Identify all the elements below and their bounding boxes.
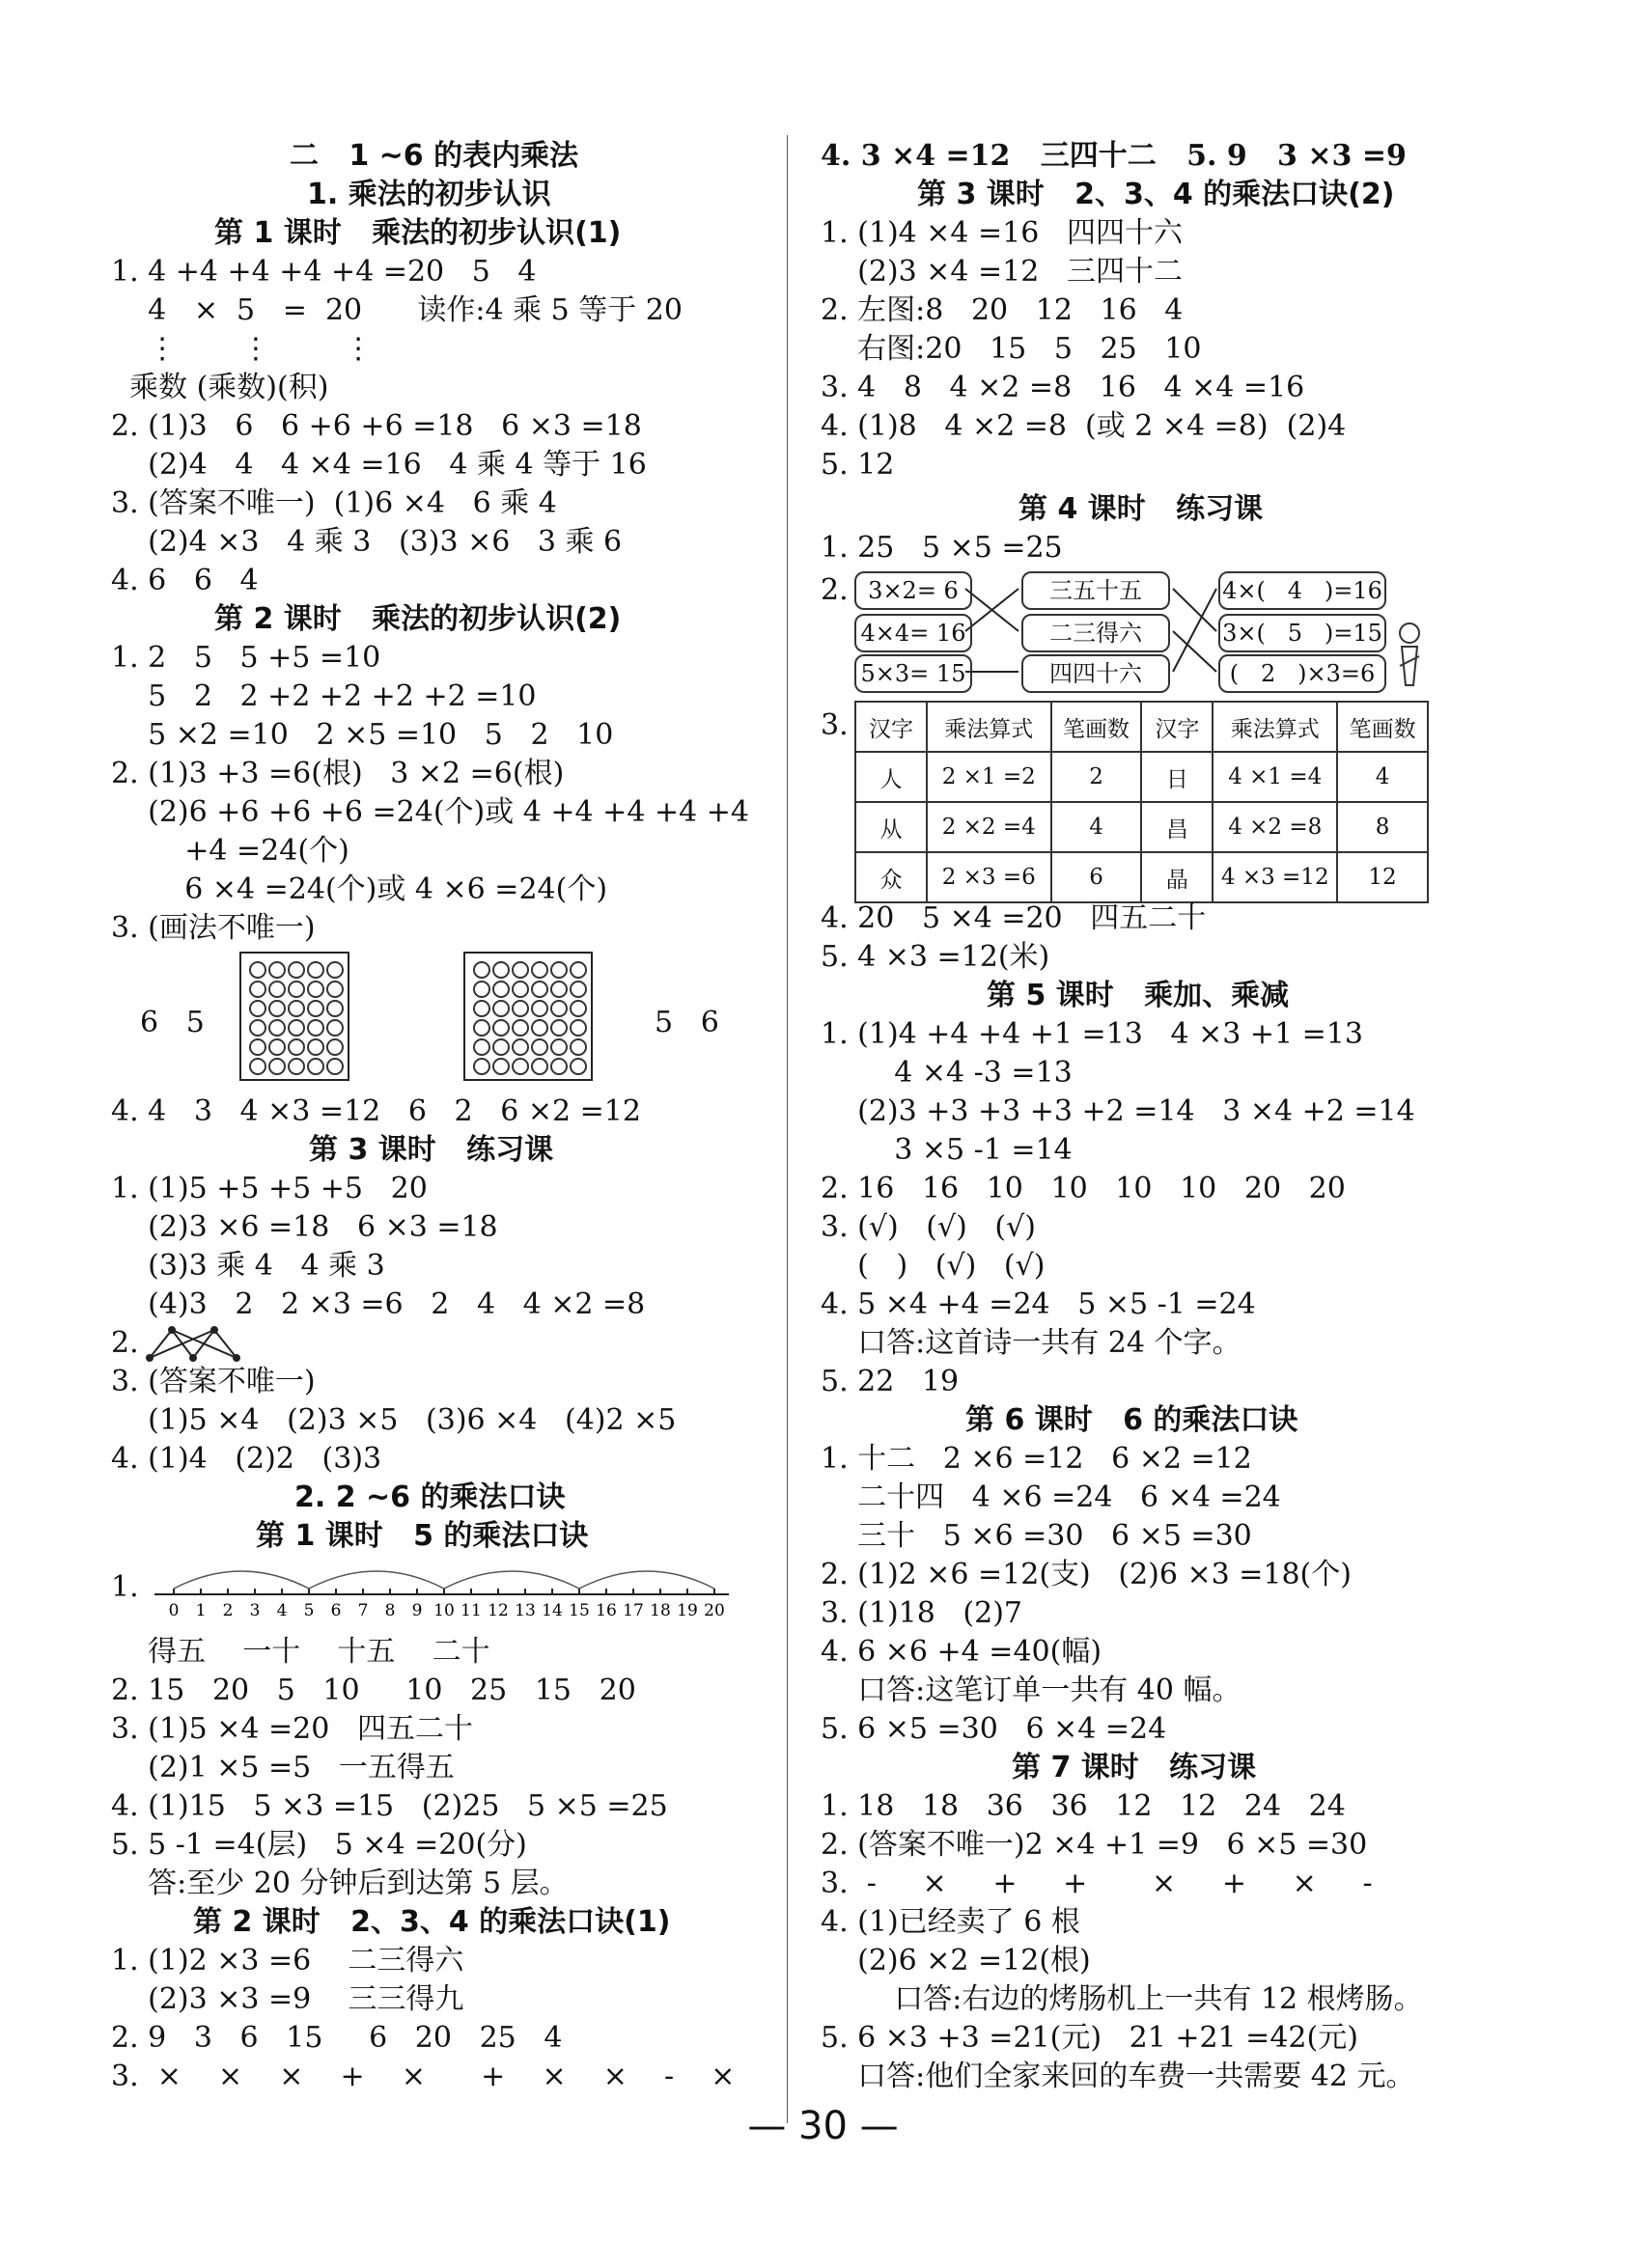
answer-line: 5. 22 19 [821, 1365, 960, 1398]
grid-circle [326, 1019, 344, 1037]
lesson-title: 第 1 课时 5 的乘法口诀 [256, 1519, 589, 1553]
grid-circle [473, 1058, 490, 1075]
answer-line: 3. × × × + × + × × - × [111, 2060, 736, 2093]
number-line-label: 1 [195, 1601, 207, 1620]
grid-circle [550, 1000, 568, 1017]
table-cell: 昌 [1141, 802, 1213, 852]
number-line [154, 1556, 753, 1623]
grid-circle [249, 1038, 266, 1056]
grid-circle [512, 1000, 529, 1017]
grid-circle [570, 1038, 587, 1056]
unit1-title: 1. 乘法的初步认识 [307, 178, 551, 211]
grid-circle [531, 1038, 548, 1056]
figure-label: 6 5 [140, 1006, 205, 1039]
table-header: 汉字 [1141, 702, 1213, 752]
answer-line: 右图:20 15 5 25 10 [821, 332, 1202, 366]
number-line-label: 4 [276, 1601, 288, 1620]
answer-line: 二十四 4 ×6 =24 6 ×4 =24 [821, 1480, 1281, 1514]
grid-circle [531, 1000, 548, 1017]
answer-line: 1. 25 5 ×5 =25 [821, 531, 1063, 565]
match-right-item: 3×( 5 )=15 [1218, 614, 1386, 652]
number-line-label: 11 [460, 1601, 482, 1620]
grid-circle [326, 981, 344, 998]
table-header: 笔画数 [1337, 702, 1428, 752]
answer-line: 3. (答案不唯一) (1)6 ×4 6 乘 4 [111, 486, 557, 520]
answer-line: 2. [111, 1326, 139, 1360]
answer-line: 1. (1)2 ×3 =6 二三得六 [111, 1944, 464, 1978]
grid-circle [512, 1058, 529, 1075]
grid-circle [492, 1000, 510, 1017]
number-line-label: 16 [596, 1601, 617, 1620]
answer-line: 得五 一十 十五 二十 [111, 1635, 490, 1669]
lesson-title: 第 4 课时 练习课 [1018, 492, 1264, 526]
grid-circle [249, 961, 266, 979]
number-line-label: 14 [542, 1601, 563, 1620]
answer-line: 3. - × + + × + × - [821, 1867, 1373, 1900]
answer-line: 1. 18 18 36 36 12 12 24 24 [821, 1789, 1346, 1823]
answer-line: 2. (答案不唯一)2 ×4 +1 =9 6 ×5 =30 [821, 1828, 1368, 1862]
grid-circle [473, 1000, 490, 1017]
answer-line: (2)3 ×4 =12 三四十二 [821, 255, 1183, 289]
grid-circle [326, 1038, 344, 1056]
grid-circle [307, 1019, 324, 1037]
answer-line: 3. (1)18 (2)7 [821, 1596, 1023, 1630]
answer-line: 1. (1)4 +4 +4 +1 =13 4 ×3 +1 =13 [821, 1017, 1363, 1051]
circle-grid-6x5 [239, 952, 349, 1081]
answer-line: 2. 9 3 6 15 6 20 25 4 [111, 2021, 563, 2055]
answer-line: ( ) (√) (√) [821, 1249, 1046, 1283]
grid-circle [473, 1019, 490, 1037]
answer-line: 4. 6 6 4 [111, 564, 259, 597]
answer-line: ⋮ ⋮ ⋮ [111, 332, 374, 366]
answer-line: 6 ×4 =24(个)或 4 ×6 =24(个) [111, 872, 608, 906]
table-cell: 4 ×1 =4 [1213, 752, 1337, 802]
answer-line: 1. 4 +4 +4 +4 +4 =20 5 4 [111, 255, 537, 289]
number-line-label: 17 [623, 1601, 644, 1620]
table-cell: 4 [1051, 802, 1142, 852]
grid-circle [512, 981, 529, 998]
grid-circle [492, 961, 510, 979]
table-header: 乘法算式 [1213, 702, 1337, 752]
answer-line: 4. 6 ×6 +4 =40(幅) [821, 1635, 1102, 1669]
answer-line: 三十 5 ×6 =30 6 ×5 =30 [821, 1519, 1252, 1553]
match-right-item: ( 2 )×3=6 [1218, 654, 1386, 693]
answer-line: (2)6 ×2 =12(根) [821, 1944, 1091, 1978]
table-row [855, 802, 1428, 852]
lesson-title: 第 3 课时 2、3、4 的乘法口诀(2) [917, 178, 1395, 211]
unit2-title: 2. 2 ~6 的乘法口诀 [294, 1480, 566, 1514]
number-line-label: 18 [650, 1601, 671, 1620]
answer-line: 3 ×5 -1 =14 [821, 1133, 1073, 1167]
answer-line: 3. (1)5 ×4 =20 四五二十 [111, 1712, 473, 1746]
number-line-label: 15 [569, 1601, 590, 1620]
grid-circle [288, 1019, 305, 1037]
answer-line: 5 ×2 =10 2 ×5 =10 5 2 10 [111, 718, 614, 752]
grid-circle [550, 981, 568, 998]
number-line-label: 8 [384, 1601, 396, 1620]
grid-circle [531, 981, 548, 998]
answer-line: 2. 15 20 5 10 10 25 15 20 [111, 1673, 636, 1707]
answer-line: 2. (1)2 ×6 =12(支) (2)6 ×3 =18(个) [821, 1558, 1352, 1591]
grid-circle [531, 961, 548, 979]
column-divider [787, 135, 788, 2123]
answer-line: 5. 5 -1 =4(层) 5 ×4 =20(分) [111, 1828, 527, 1862]
grid-circle [249, 1019, 266, 1037]
grid-circle [512, 1019, 529, 1037]
grid-circle [307, 981, 324, 998]
answer-line: 2. (1)3 6 6 +6 +6 =18 6 ×3 =18 [111, 409, 642, 443]
table-cell: 晶 [1141, 852, 1213, 902]
answer-line: (2)4 4 4 ×4 =16 4 乘 4 等于 16 [111, 448, 647, 482]
answer-line: (3)3 乘 4 4 乘 3 [111, 1249, 385, 1283]
table-cell: 2 ×1 =2 [927, 752, 1051, 802]
grid-circle [288, 1000, 305, 1017]
grid-circle [473, 981, 490, 998]
answer-line: 3. (√) (√) (√) [821, 1210, 1036, 1244]
answer-line: 4. 20 5 ×4 =20 四五二十 [821, 901, 1207, 935]
number-line-label: 7 [357, 1601, 369, 1620]
grid-circle [249, 1058, 266, 1075]
grid-circle [288, 1058, 305, 1075]
answer-line: (2)3 ×3 =9 三三得九 [111, 1982, 464, 2016]
table-cell: 8 [1337, 802, 1428, 852]
number-line-jump [444, 1571, 579, 1589]
table-header: 汉字 [855, 702, 927, 752]
grid-circle [531, 1058, 548, 1075]
grid-circle [288, 1038, 305, 1056]
answer-line: (2)6 +6 +6 +6 =24(个)或 4 +4 +4 +4 +4 [111, 795, 749, 829]
answer-line: 1. (1)4 ×4 =16 四四十六 [821, 216, 1183, 250]
answer-line: 4. (1)8 4 ×2 =8 (或 2 ×4 =8) (2)4 [821, 409, 1347, 443]
lesson-title: 第 5 课时 乘加、乘减 [987, 979, 1290, 1012]
grid-circle [268, 1019, 286, 1037]
answer-line: 口答:这首诗一共有 24 个字。 [821, 1326, 1241, 1360]
answer-line: 3. (画法不唯一) [111, 911, 316, 945]
grid-circle [473, 1038, 490, 1056]
table-cell: 4 [1337, 752, 1428, 802]
answer-line: (2)4 ×3 4 乘 3 (3)3 ×6 3 乘 6 [111, 525, 623, 559]
grid-circle [268, 1058, 286, 1075]
grid-circle [512, 961, 529, 979]
grid-circle [307, 1038, 324, 1056]
grid-circle [249, 1000, 266, 1017]
grid-circle [307, 961, 324, 979]
cartoon-pencil-icon [1390, 618, 1429, 695]
grid-circle [249, 981, 266, 998]
answer-line: 4. (1)已经卖了 6 根 [821, 1905, 1080, 1939]
grid-circle [550, 1019, 568, 1037]
number-line-label: 5 [303, 1601, 315, 1620]
number-line-label: 3 [249, 1601, 261, 1620]
answer-line: 5. 12 [821, 448, 895, 482]
grid-circle [307, 1000, 324, 1017]
figure-label: 5 6 [655, 1006, 719, 1039]
match-mid-item: 三五十五 [1021, 571, 1170, 610]
grid-circle [570, 1000, 587, 1017]
grid-circle [326, 961, 344, 979]
match-left-item: 3×2= 6 [854, 571, 972, 610]
answer-line: 4. 3 ×4 =12 三四十二 5. 9 3 ×3 =9 [821, 139, 1407, 173]
number-line-jump [579, 1571, 714, 1589]
connect-dots-figure [145, 1324, 261, 1363]
lesson-title: 第 6 课时 6 的乘法口诀 [965, 1403, 1298, 1437]
grid-circle [492, 1019, 510, 1037]
answer-line: 2. [821, 573, 849, 607]
answer-line: 口答:右边的烤肠机上一共有 12 根烤肠。 [821, 1982, 1423, 2016]
match-left-item: 5×3= 15 [854, 654, 972, 693]
grid-circle [307, 1058, 324, 1075]
answer-line: 1. 十二 2 ×6 =12 6 ×2 =12 [821, 1442, 1252, 1476]
lesson-title: 第 2 课时 2、3、4 的乘法口诀(1) [193, 1905, 671, 1939]
answer-line: (4)3 2 2 ×3 =6 2 4 4 ×2 =8 [111, 1287, 646, 1321]
table-cell: 2 ×2 =4 [927, 802, 1051, 852]
table-header: 笔画数 [1051, 702, 1142, 752]
number-line-jump [309, 1571, 444, 1589]
grid-circle [570, 981, 587, 998]
stroke-count-table [854, 701, 1429, 903]
answer-line: 口答:他们全家来回的车费一共需要 42 元。 [821, 2060, 1415, 2093]
match-mid-item: 四四十六 [1021, 654, 1170, 693]
lesson-title: 第 7 课时 练习课 [1012, 1751, 1257, 1784]
number-line-label: 13 [515, 1601, 536, 1620]
answer-line: 5. 6 ×3 +3 =21(元) 21 +21 =42(元) [821, 2021, 1358, 2055]
table-cell: 4 ×2 =8 [1213, 802, 1337, 852]
grid-circle [473, 961, 490, 979]
answer-line: 3. [821, 708, 849, 742]
match-left-item: 4×4= 16 [854, 614, 972, 652]
grid-circle [531, 1019, 548, 1037]
answer-line: 5 2 2 +2 +2 +2 +2 =10 [111, 679, 537, 713]
grid-circle [550, 1038, 568, 1056]
grid-circle [512, 1038, 529, 1056]
number-line-label: 2 [222, 1601, 234, 1620]
number-line-label: 20 [704, 1601, 725, 1620]
answer-line: 答:至少 20 分钟后到达第 5 层。 [111, 1867, 569, 1900]
number-line-label: 9 [411, 1601, 423, 1620]
grid-circle [570, 1058, 587, 1075]
answer-line: 2. (1)3 +3 =6(根) 3 ×2 =6(根) [111, 757, 565, 790]
grid-circle [288, 981, 305, 998]
circle-grid-5x6 [463, 952, 593, 1081]
answer-line: 4. (1)4 (2)2 (3)3 [111, 1442, 382, 1476]
lesson-title: 第 3 课时 练习课 [309, 1133, 554, 1167]
answer-line: 1. 2 5 5 +5 =10 [111, 641, 381, 675]
table-cell: 4 ×3 =12 [1213, 852, 1337, 902]
answer-line: 2. 16 16 10 10 10 10 20 20 [821, 1172, 1346, 1205]
grid-circle [492, 1038, 510, 1056]
page-number: — 30 — [747, 2104, 899, 2148]
match-right-item: 4×( 4 )=16 [1218, 571, 1386, 610]
answer-line: (1)5 ×4 (2)3 ×5 (3)6 ×4 (4)2 ×5 [111, 1403, 677, 1437]
number-line-label: 6 [330, 1601, 342, 1620]
table-row [855, 852, 1428, 902]
answer-line: 1. (1)5 +5 +5 +5 20 [111, 1172, 428, 1205]
table-cell: 2 ×3 =6 [927, 852, 1051, 902]
grid-circle [570, 1019, 587, 1037]
answer-line: 1. [111, 1570, 139, 1604]
table-cell: 6 [1051, 852, 1142, 902]
grid-circle [326, 1000, 344, 1017]
grid-circle [492, 981, 510, 998]
number-line-label: 12 [488, 1601, 509, 1620]
grid-circle [570, 961, 587, 979]
table-header: 乘法算式 [927, 702, 1051, 752]
answer-line: 乘数 (乘数)(积) [111, 371, 329, 404]
grid-circle [550, 1058, 568, 1075]
grid-circle [288, 961, 305, 979]
grid-circle [268, 1038, 286, 1056]
grid-circle [268, 1000, 286, 1017]
grid-circle [550, 961, 568, 979]
grid-circle [268, 961, 286, 979]
answer-line: 4. 5 ×4 +4 =24 5 ×5 -1 =24 [821, 1287, 1256, 1321]
table-cell: 人 [855, 752, 927, 802]
grid-circle [268, 981, 286, 998]
answer-line: 4. 4 3 4 ×3 =12 6 2 6 ×2 =12 [111, 1094, 641, 1128]
grid-circle [492, 1058, 510, 1075]
number-line-label: 19 [677, 1601, 698, 1620]
answer-line: 4. (1)15 5 ×3 =15 (2)25 5 ×5 =25 [111, 1789, 668, 1823]
answer-line: (2)3 +3 +3 +3 +2 =14 3 ×4 +2 =14 [821, 1094, 1415, 1128]
answer-line: 3. (答案不唯一) [111, 1365, 316, 1398]
number-line-jump [174, 1571, 309, 1589]
table-cell: 从 [855, 802, 927, 852]
grid-circle [326, 1058, 344, 1075]
number-line-label: 0 [168, 1601, 180, 1620]
answer-line: 4 ×4 -3 =13 [821, 1056, 1073, 1090]
lesson-title: 第 1 课时 乘法的初步认识(1) [214, 216, 622, 250]
table-cell: 2 [1051, 752, 1142, 802]
answer-line: +4 =24(个) [111, 834, 349, 868]
chapter-title: 二 1 ~6 的表内乘法 [290, 139, 579, 173]
answer-line: 2. 左图:8 20 12 16 4 [821, 293, 1184, 327]
answer-line: (2)1 ×5 =5 一五得五 [111, 1751, 455, 1784]
answer-line: 5. 6 ×5 =30 6 ×4 =24 [821, 1712, 1167, 1746]
answer-line: 3. 4 8 4 ×2 =8 16 4 ×4 =16 [821, 371, 1305, 404]
answer-line: (2)3 ×6 =18 6 ×3 =18 [111, 1210, 498, 1244]
number-line-label: 10 [433, 1601, 455, 1620]
answer-line: 5. 4 ×3 =12(米) [821, 940, 1050, 974]
table-cell: 12 [1337, 852, 1428, 902]
table-cell: 众 [855, 852, 927, 902]
answer-line: 口答:这笔订单一共有 40 幅。 [821, 1673, 1241, 1707]
match-mid-item: 二三得六 [1021, 614, 1170, 652]
lesson-title: 第 2 课时 乘法的初步认识(2) [214, 602, 622, 636]
table-row [855, 752, 1428, 802]
answer-line: 4 × 5 = 20 读作:4 乘 5 等于 20 [111, 293, 683, 327]
table-cell: 日 [1141, 752, 1213, 802]
